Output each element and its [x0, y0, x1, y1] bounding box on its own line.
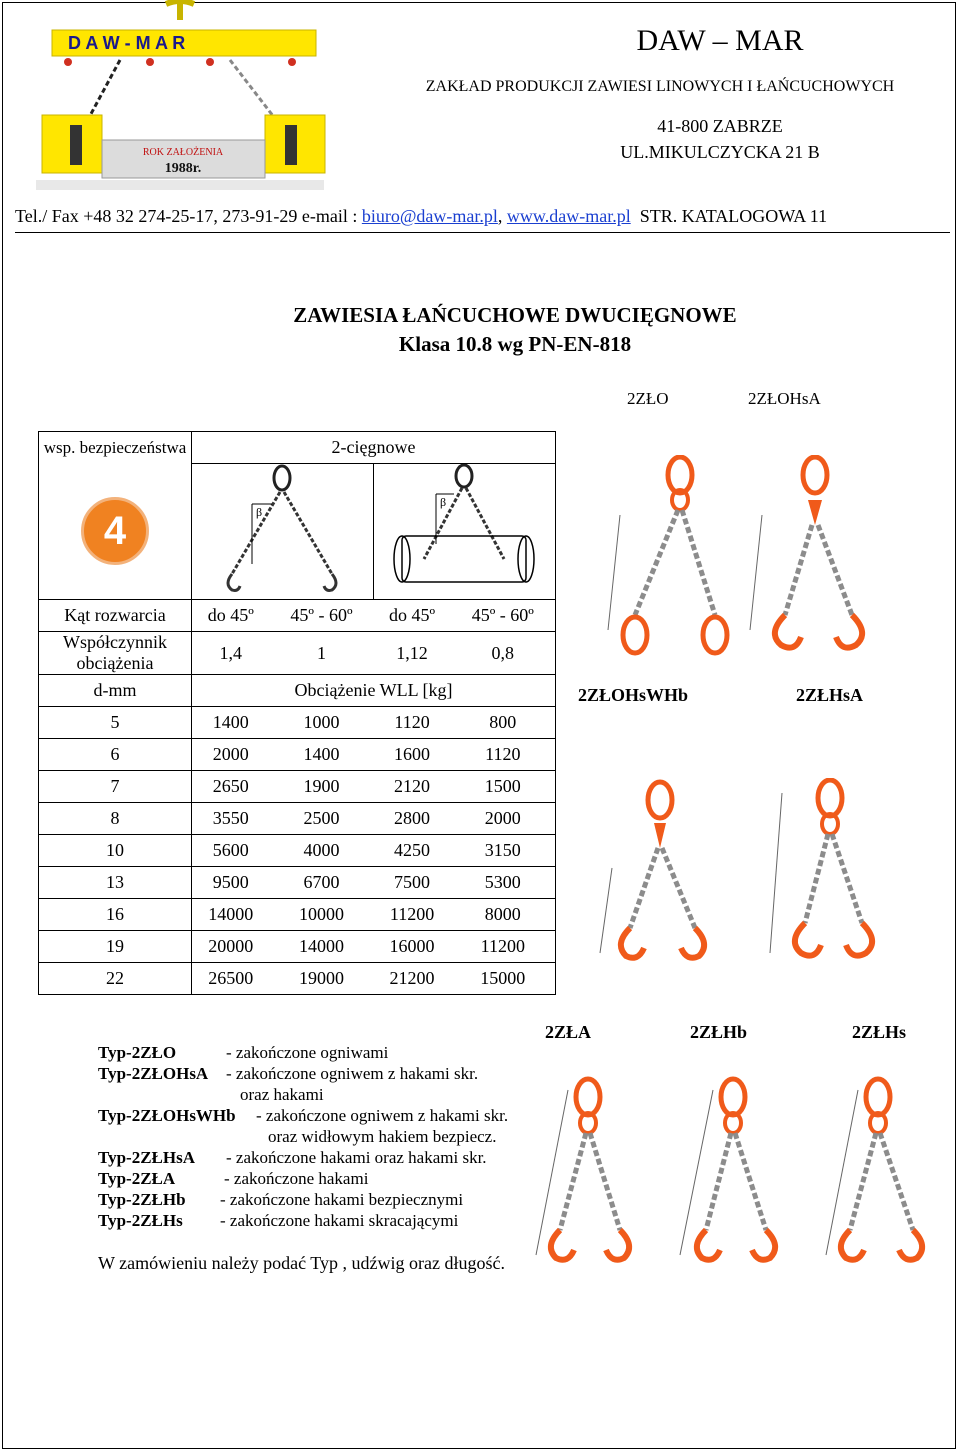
wll-cell: 1900 — [269, 771, 373, 803]
table-row — [39, 739, 556, 771]
wll-cell: 14000 — [269, 931, 373, 963]
logo-sling-icon — [30, 0, 330, 190]
wll-cell: 2000 — [192, 739, 270, 771]
list-item — [98, 1147, 508, 1168]
diameter-cell: 22 — [39, 963, 192, 995]
table-row — [39, 803, 556, 835]
wll-cell: 1000 — [269, 707, 373, 739]
legs-header: 2-cięgnowe — [192, 432, 556, 464]
angle-label: Kąt rozwarcia — [39, 600, 192, 632]
diameter-cell: 19 — [39, 931, 192, 963]
angle-value: do 45º — [192, 600, 270, 632]
email-link[interactable]: biuro@daw-mar.pl — [361, 206, 498, 226]
wll-cell: 2800 — [373, 803, 450, 835]
diameter-cell: 7 — [39, 771, 192, 803]
wll-cell: 2000 — [451, 803, 556, 835]
logo-brand-text: D A W - M A R — [68, 33, 186, 53]
diameter-cell: 5 — [39, 707, 192, 739]
wll-cell: 26500 — [192, 963, 270, 995]
list-item — [98, 1105, 508, 1126]
load-diagram-cell — [373, 464, 555, 600]
website-link[interactable]: www.daw-mar.pl — [506, 206, 631, 226]
wll-cell: 14000 — [192, 899, 270, 931]
chain-sling-icon — [590, 455, 890, 670]
diameter-cell: 8 — [39, 803, 192, 835]
type-code: Typ-2ZŁOHsWHb — [98, 1106, 236, 1125]
wll-cell: 10000 — [269, 899, 373, 931]
table-row — [39, 931, 556, 963]
type-code: Typ-2ZŁHs — [98, 1211, 183, 1230]
safety-factor-badge: 4 — [81, 497, 149, 565]
company-name: DAW – MAR — [636, 24, 804, 57]
product-label-2zla: 2ZŁA — [545, 1022, 592, 1042]
product-label-2zlo: 2ZŁO — [627, 389, 669, 408]
wll-cell: 2500 — [269, 803, 373, 835]
product-label-2zlhs: 2ZŁHs — [852, 1022, 907, 1042]
type-code: Typ-2ZŁHsA — [98, 1148, 195, 1167]
wll-cell: 6700 — [269, 867, 373, 899]
wll-cell: 2650 — [192, 771, 270, 803]
type-code: Typ-2ZŁHb — [98, 1190, 186, 1209]
safety-badge-cell — [39, 464, 192, 600]
load-factor-value: 0,8 — [451, 632, 556, 675]
wll-cell: 1120 — [451, 739, 556, 771]
wll-cell: 5300 — [451, 867, 556, 899]
wll-cell: 9500 — [192, 867, 270, 899]
diameter-cell: 10 — [39, 835, 192, 867]
wll-cell: 1500 — [451, 771, 556, 803]
wll-cell: 5600 — [192, 835, 270, 867]
type-desc: - zakończone ogniwami — [226, 1043, 389, 1062]
wll-cell: 1400 — [269, 739, 373, 771]
contact-phone: Tel./ Fax +48 32 274-25-17, 273-91-29 e-mail : — [15, 206, 362, 226]
diameter-header: d-mm — [39, 675, 192, 707]
svg-text:β: β — [440, 495, 447, 509]
table-row — [39, 707, 556, 739]
list-item — [98, 1063, 508, 1084]
wll-cell: 1120 — [373, 707, 450, 739]
wll-cell: 15000 — [451, 963, 556, 995]
type-desc-cont: oraz widłowym hakiem bezpiecz. — [268, 1127, 497, 1146]
table-row — [39, 835, 556, 867]
order-note: W zamówieniu należy podać Typ , udźwig oraz długość. — [98, 1253, 505, 1273]
wll-cell: 2120 — [373, 771, 450, 803]
table-row — [39, 867, 556, 899]
type-code: Typ-2ZŁA — [98, 1169, 176, 1188]
sling-diagram-icon — [192, 464, 372, 594]
wll-cell: 11200 — [373, 899, 450, 931]
wll-cell: 21200 — [373, 963, 450, 995]
product-label-2zlhb: 2ZŁHb — [690, 1022, 748, 1042]
angle-value: 45º - 60º — [451, 600, 556, 632]
type-desc: - zakończone ogniwem z hakami skr. — [256, 1106, 509, 1125]
logo-founded-label: ROK ZAŁOŻENIA — [142, 147, 224, 158]
wll-cell: 4250 — [373, 835, 450, 867]
company-city: 41-800 ZABRZE — [657, 116, 783, 136]
wll-cell: 4000 — [269, 835, 373, 867]
type-code: Typ-2ZŁO — [98, 1043, 177, 1062]
product-label-2zlohswhb: 2ZŁOHsWHb — [578, 685, 689, 705]
wll-cell: 8000 — [451, 899, 556, 931]
type-code: Typ-2ZŁOHsA — [98, 1064, 209, 1083]
table-row — [39, 771, 556, 803]
table-row — [39, 963, 556, 995]
page-subtitle: Klasa 10.8 wg PN-EN-818 — [398, 332, 632, 356]
wll-cell: 11200 — [451, 931, 556, 963]
safety-factor-header: wsp. bezpieczeństwa — [39, 432, 192, 464]
type-desc-cont: oraz hakami — [240, 1085, 324, 1104]
logo-founded-year: 1988r. — [164, 161, 202, 176]
wll-cell: 1600 — [373, 739, 450, 771]
product-label-2zlohsa: 2ZŁOHsA — [748, 389, 821, 408]
wll-header: Obciążenie WLL [kg] — [192, 675, 556, 707]
chain-sling-icon — [590, 778, 890, 978]
load-diagram-icon — [374, 464, 554, 594]
angle-value: 45º - 60º — [269, 600, 373, 632]
wll-cell: 20000 — [192, 931, 270, 963]
type-desc: - zakończone hakami bezpiecznymi — [220, 1190, 464, 1209]
type-desc: - zakończone hakami oraz hakami skr. — [226, 1148, 487, 1167]
svg-text:β: β — [256, 505, 263, 519]
list-item — [98, 1210, 508, 1231]
company-subtitle: ZAKŁAD PRODUKCJI ZAWIESI LINOWYCH I ŁAŃCUCHOWYCH — [425, 78, 895, 95]
diameter-cell: 16 — [39, 899, 192, 931]
diameter-cell: 13 — [39, 867, 192, 899]
contact-line — [15, 206, 950, 233]
wll-cell: 19000 — [269, 963, 373, 995]
page-title: ZAWIESIA ŁAŃCUCHOWE DWUCIĘGNOWE — [293, 303, 737, 327]
table-row — [39, 899, 556, 931]
chain-sling-icon — [528, 1075, 948, 1280]
wll-cell: 800 — [451, 707, 556, 739]
load-factor-value: 1 — [269, 632, 373, 675]
load-factor-value: 1,4 — [192, 632, 270, 675]
contact-separator: , — [497, 206, 507, 226]
diameter-cell: 6 — [39, 739, 192, 771]
angle-value: do 45º — [373, 600, 450, 632]
wll-cell: 1400 — [192, 707, 270, 739]
load-factor-label: Współczynnik obciążenia — [39, 632, 192, 675]
wll-cell: 7500 — [373, 867, 450, 899]
wll-cell: 3550 — [192, 803, 270, 835]
catalog-page: STR. KATALOGOWA 11 — [639, 206, 828, 226]
type-desc: - zakończone ogniwem z hakami skr. — [226, 1064, 479, 1083]
load-factor-value: 1,12 — [373, 632, 450, 675]
wll-cell: 16000 — [373, 931, 450, 963]
company-street: UL.MIKULCZYCKA 21 B — [620, 142, 820, 162]
type-desc: - zakończone hakami — [224, 1169, 369, 1188]
type-list — [98, 1042, 508, 1231]
wll-table — [38, 431, 556, 995]
sling-diagram-cell — [192, 464, 374, 600]
type-desc: - zakończone hakami skracającymi — [220, 1211, 459, 1230]
product-label-2zlhsa: 2ZŁHsA — [796, 685, 864, 705]
list-item — [98, 1189, 508, 1210]
list-item — [98, 1168, 508, 1189]
wll-cell: 3150 — [451, 835, 556, 867]
list-item — [98, 1042, 508, 1063]
